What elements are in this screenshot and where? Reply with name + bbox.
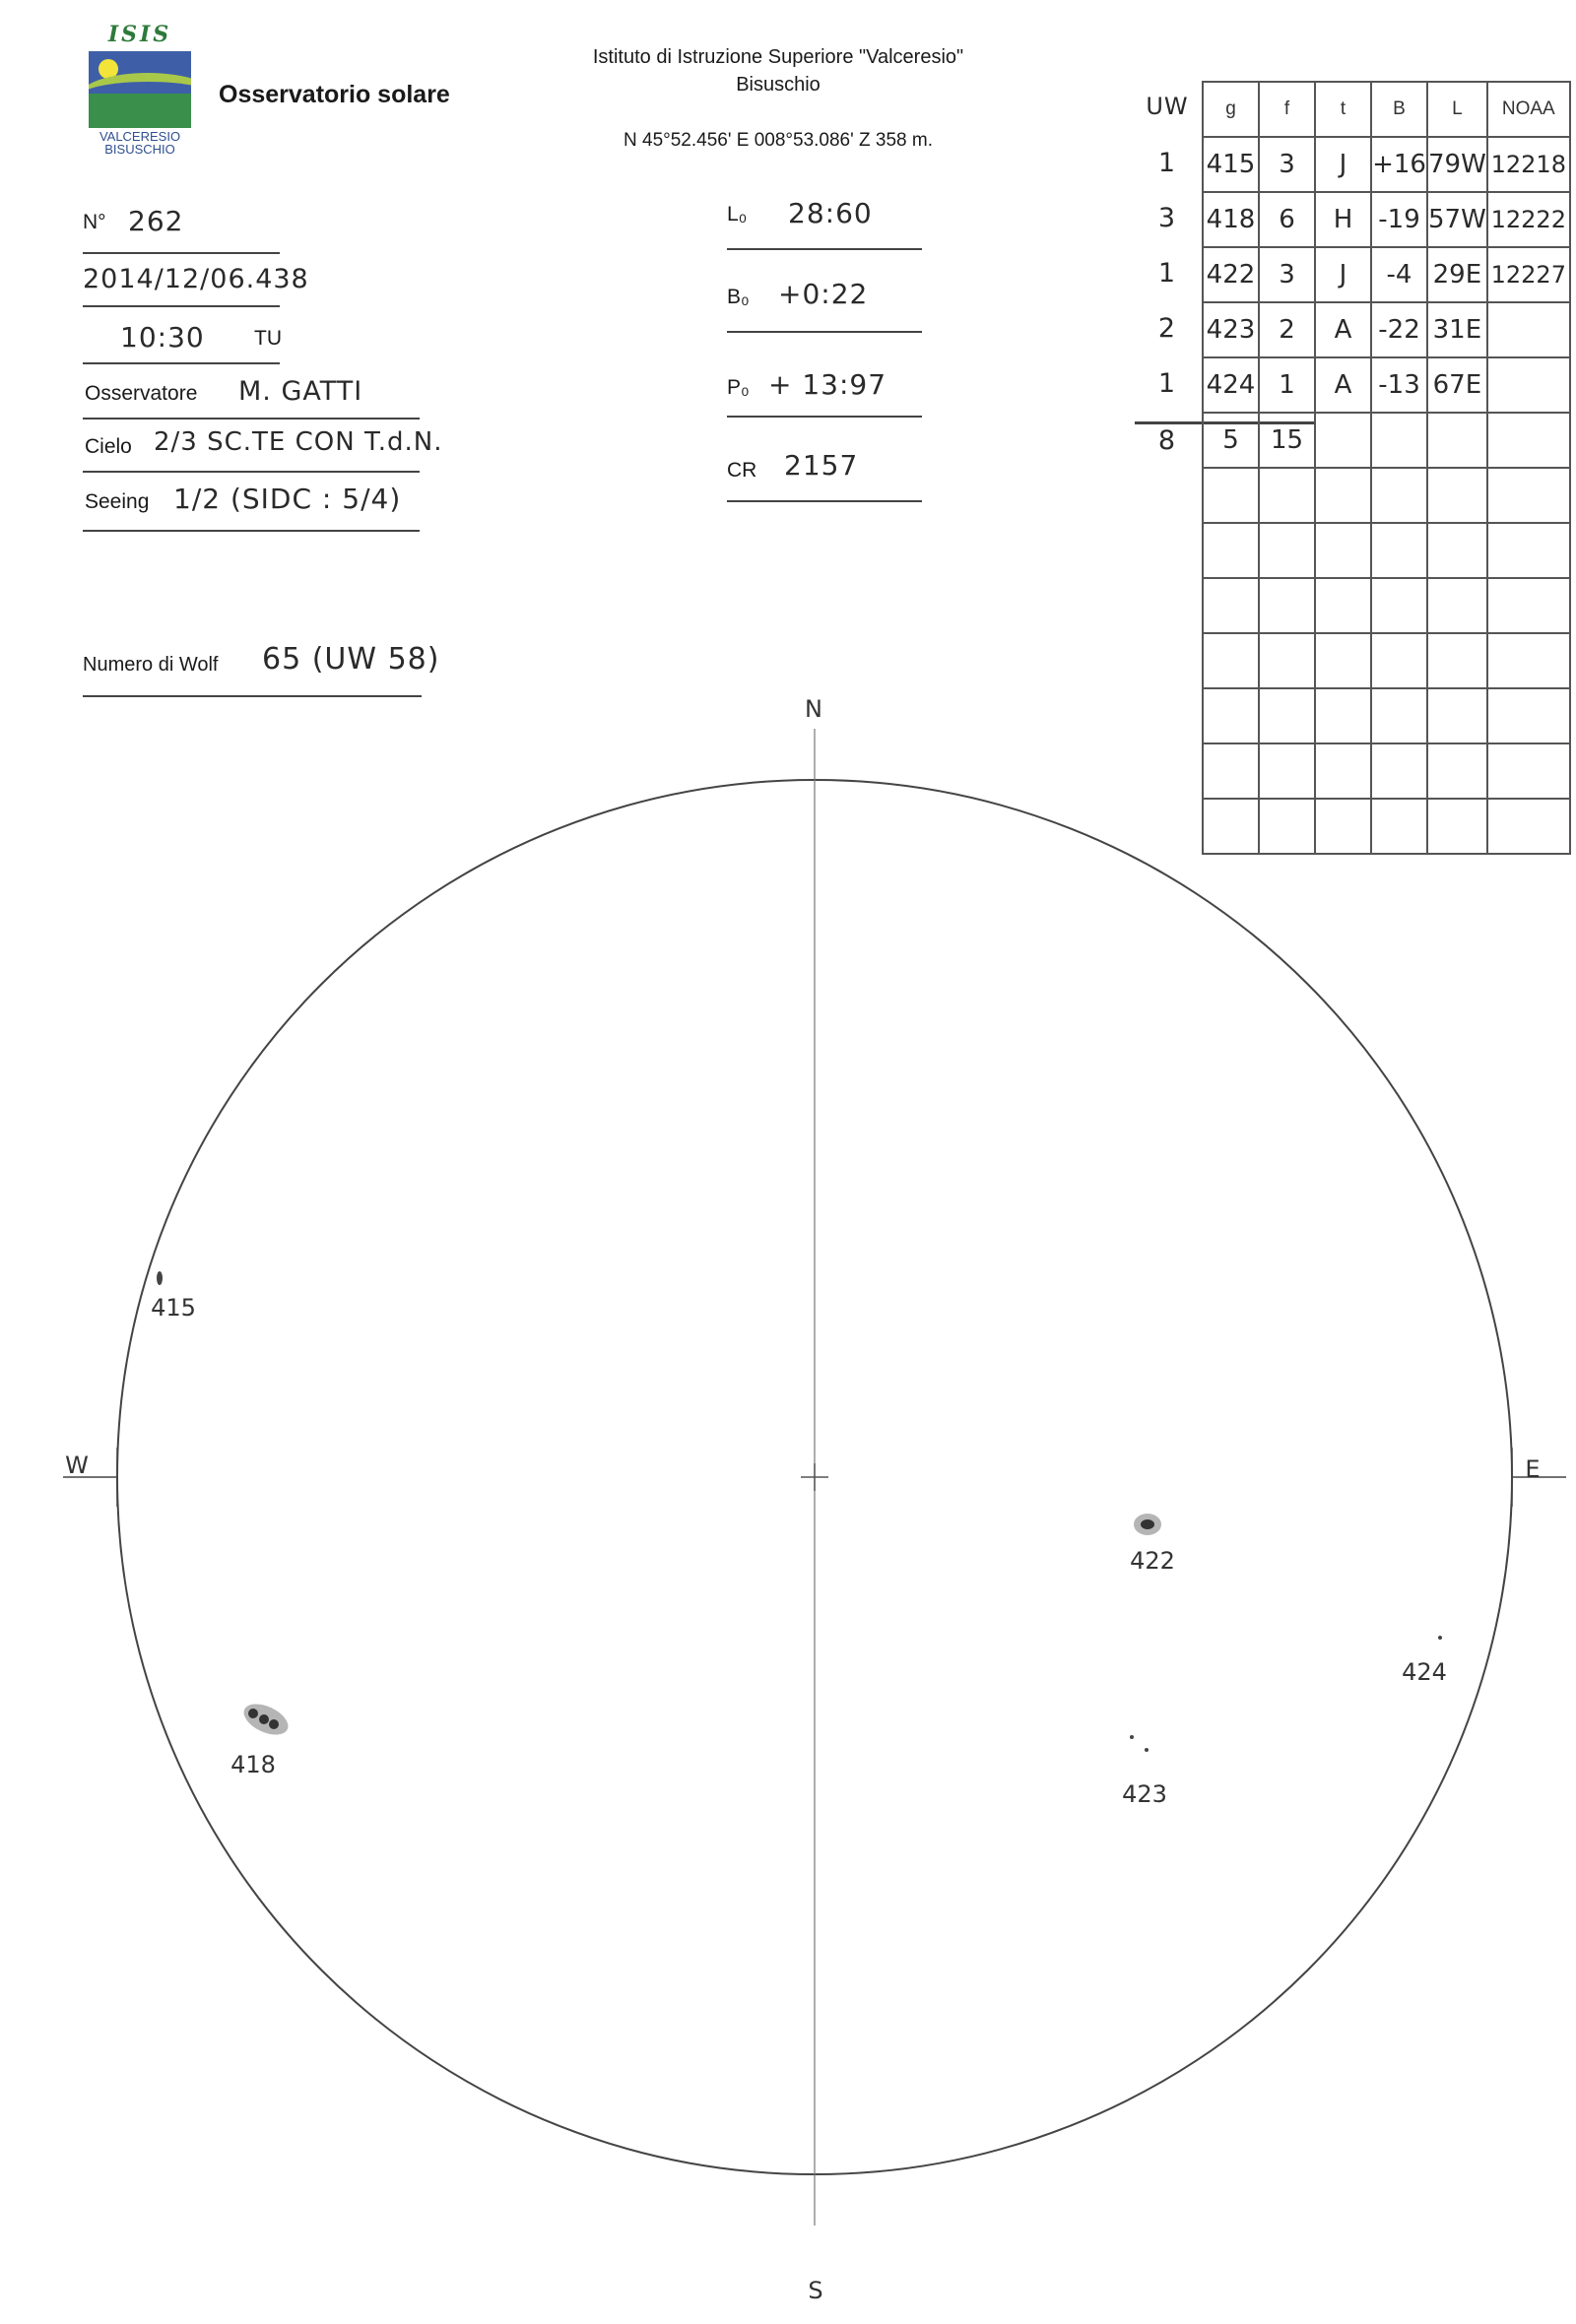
- header-g: g: [1203, 82, 1259, 137]
- total-f: 15: [1259, 413, 1315, 468]
- p0-value: + 13:97: [768, 368, 887, 401]
- sunspot-group-422: [1130, 1514, 1175, 1575]
- uw-cell: 2: [1157, 313, 1177, 344]
- sunspot: [259, 1714, 269, 1724]
- west-label: W: [65, 1452, 89, 1479]
- header-f: f: [1259, 82, 1315, 137]
- sunspot: [1141, 1519, 1154, 1529]
- header-t: t: [1315, 82, 1371, 137]
- cell-l: 67E: [1427, 357, 1487, 413]
- sky-label: Cielo: [85, 435, 132, 458]
- east-label: E: [1525, 1455, 1541, 1483]
- sunspot: [1438, 1636, 1442, 1640]
- uw-cell: 1: [1157, 368, 1177, 399]
- cell-l: 79W: [1427, 137, 1487, 192]
- cell-l: 29E: [1427, 247, 1487, 302]
- cell-g: 415: [1203, 137, 1259, 192]
- cell-l: 31E: [1427, 302, 1487, 357]
- observation-date: 2014/12/06.438: [83, 264, 309, 294]
- uw-cell: 1: [1157, 148, 1177, 178]
- header-l: L: [1427, 82, 1487, 137]
- institute-line: Istituto di Istruzione Superiore "Valceresio": [592, 46, 964, 68]
- cr-label: CR: [727, 459, 757, 482]
- cell-t: J: [1315, 247, 1371, 302]
- cell-b: -19: [1371, 192, 1427, 247]
- group-label: 418: [230, 1751, 276, 1778]
- cell-noaa: 12222: [1487, 192, 1570, 247]
- group-label: 423: [1122, 1780, 1167, 1808]
- uw-header: UW: [1146, 93, 1189, 120]
- sunspot-group-424: [1402, 1636, 1447, 1686]
- cell-t: H: [1315, 192, 1371, 247]
- cell-b: -13: [1371, 357, 1427, 413]
- logo-sub-line-2: BISUSCHIO: [104, 142, 175, 157]
- cell-noaa: 12218: [1487, 137, 1570, 192]
- cell-noaa: 12227: [1487, 247, 1570, 302]
- cell-g: 418: [1203, 192, 1259, 247]
- cell-f: 3: [1259, 137, 1315, 192]
- cell-t: J: [1315, 137, 1371, 192]
- cell-t: A: [1315, 357, 1371, 413]
- cell-l: 57W: [1427, 192, 1487, 247]
- observation-number: 262: [128, 205, 184, 237]
- sunspot-group-423: [1122, 1735, 1167, 1808]
- time-unit: TU: [254, 327, 282, 350]
- total-g: 5: [1203, 413, 1259, 468]
- observation-time: 10:30: [120, 321, 205, 354]
- cell-f: 6: [1259, 192, 1315, 247]
- north-label: N: [805, 695, 822, 723]
- south-label: S: [808, 2277, 823, 2304]
- cell-f: 1: [1259, 357, 1315, 413]
- seeing-label: Seeing: [85, 490, 150, 513]
- observer-name: M. GATTI: [238, 376, 363, 407]
- logo-sub-line-1: VALCERESIO: [98, 129, 181, 144]
- sunspot-group-415: [151, 1271, 196, 1322]
- cell-f: 3: [1259, 247, 1315, 302]
- cell-g: 423: [1203, 302, 1259, 357]
- town-line: Bisuschio: [736, 74, 821, 96]
- sunspot: [248, 1709, 258, 1718]
- observer-label: Osservatore: [85, 382, 198, 405]
- number-label: N°: [83, 211, 106, 233]
- uw-cell: 1: [1157, 258, 1177, 289]
- cell-b: -4: [1371, 247, 1427, 302]
- header-b: B: [1371, 82, 1427, 137]
- cr-value: 2157: [784, 449, 859, 482]
- p0-label: P₀: [727, 376, 750, 399]
- group-label: 415: [151, 1294, 196, 1322]
- wolf-number: 65 (UW 58): [262, 642, 440, 677]
- sky-conditions: 2/3 SC.TE CON T.d.N.: [154, 427, 443, 457]
- wolf-label: Numero di Wolf: [83, 654, 219, 676]
- sunspot: [1130, 1735, 1134, 1739]
- l0-label: L₀: [727, 203, 748, 226]
- cell-f: 2: [1259, 302, 1315, 357]
- cell-g: 424: [1203, 357, 1259, 413]
- group-label: 424: [1402, 1658, 1447, 1686]
- cell-g: 422: [1203, 247, 1259, 302]
- site-coordinates: N 45°52.456' E 008°53.086' Z 358 m.: [624, 130, 933, 151]
- sunspot: [269, 1719, 279, 1729]
- l0-value: 28:60: [788, 197, 873, 229]
- sunspot-group-418: [230, 1698, 293, 1778]
- sunspot: [157, 1271, 163, 1285]
- cell-t: A: [1315, 302, 1371, 357]
- cell-b: +16: [1371, 137, 1427, 192]
- sunspot: [1145, 1748, 1149, 1752]
- uw-cell: 3: [1157, 203, 1177, 233]
- observatory-title: Osservatorio solare: [219, 81, 450, 108]
- header-noaa: NOAA: [1487, 82, 1570, 137]
- b0-label: B₀: [727, 286, 750, 308]
- cell-b: -22: [1371, 302, 1427, 357]
- seeing-value: 1/2 (SIDC : 5/4): [173, 483, 402, 515]
- logo-wordmark: ISIS: [107, 22, 172, 47]
- uw-total: 8: [1157, 425, 1177, 456]
- group-label: 422: [1130, 1547, 1175, 1575]
- b0-value: +0:22: [778, 278, 869, 310]
